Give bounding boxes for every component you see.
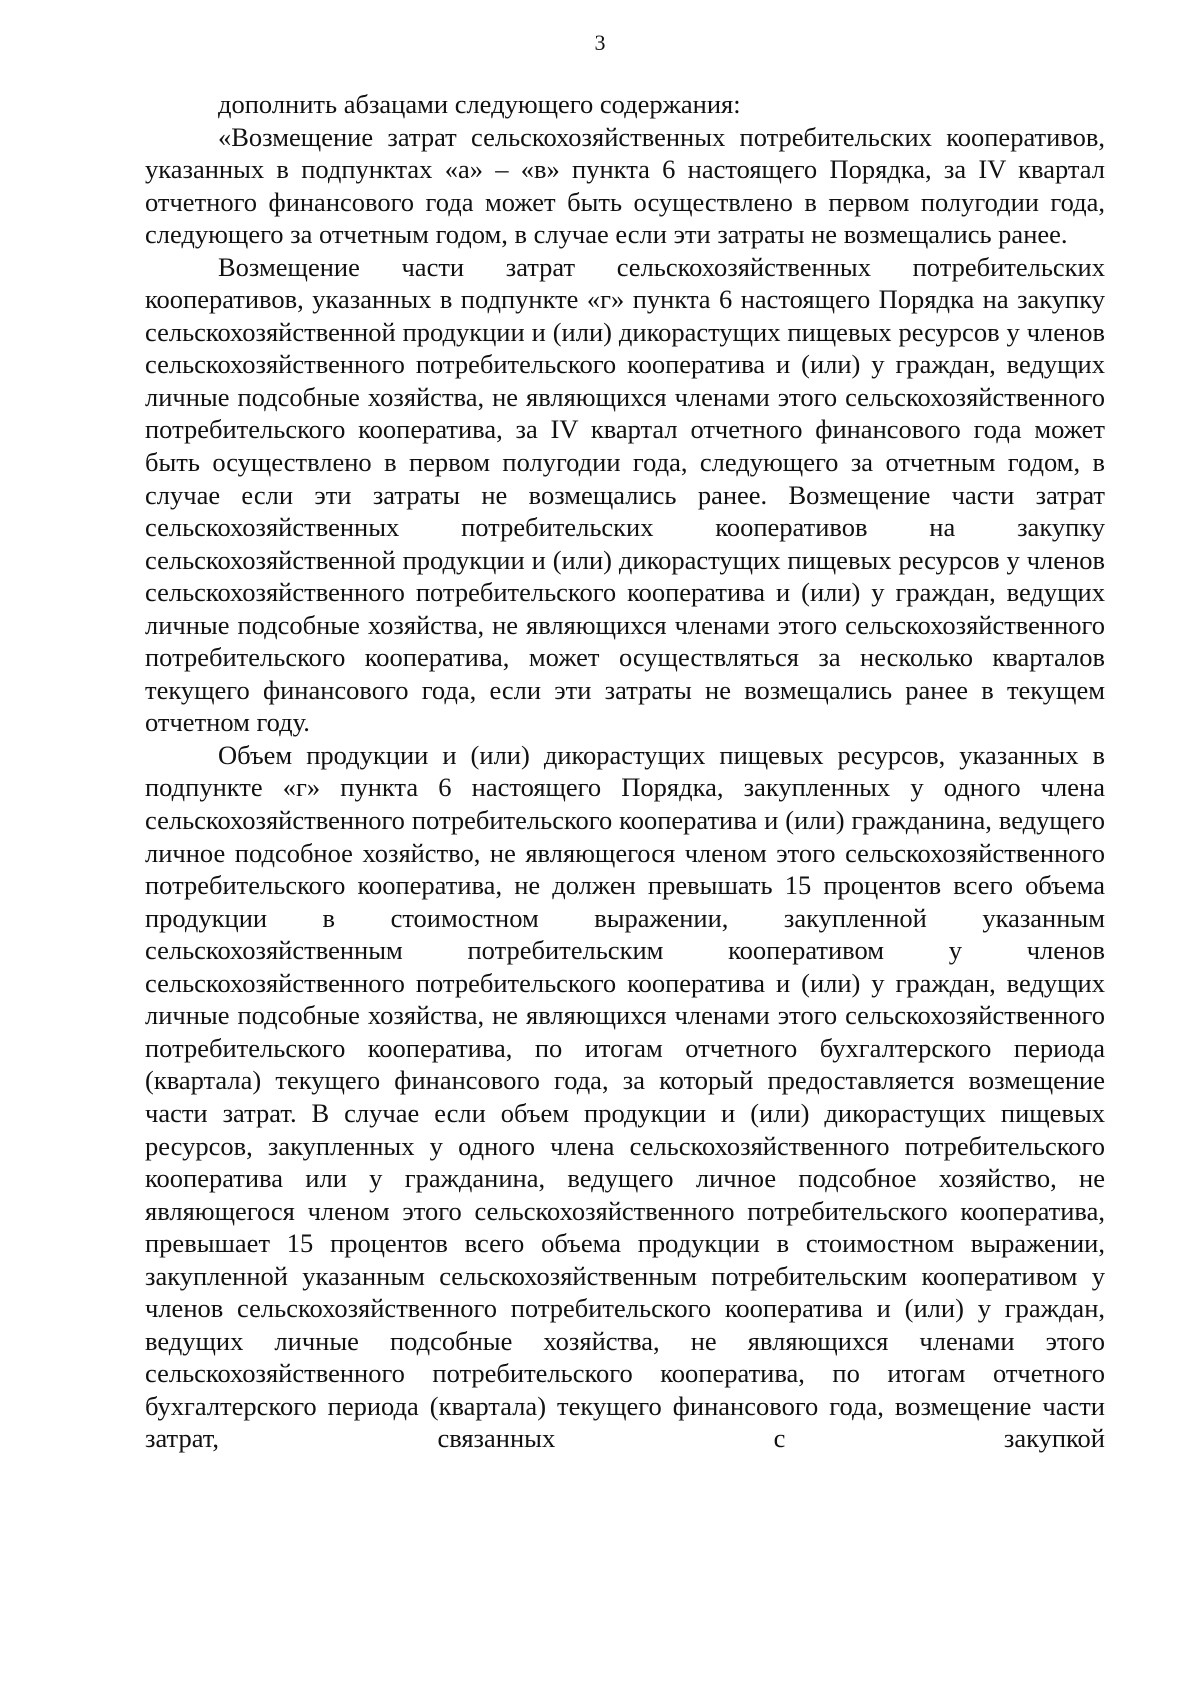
document-body xyxy=(145,88,1105,1455)
paragraph-intro: дополнить абзацами следующего содержания: xyxy=(218,89,741,119)
paragraph-purchase-reimbursement: Возмещение части затрат сельскохозяйственных потребительских кооперативов, указанных в подпункте «г» пункта 6 настоящего Порядка на закупку сельскохозяйственной продукции и (или) дикорастущих пищевых ресурсов у членов сельскохозяйственного потребительского кооператива и (или) у граждан, ведущих личные подсобные хозяйства, не являющихся членами этого сельскохозяйственного потребительского кооператива, за IV квартал отчетного финансового года может быть осуществлено в первом полугодии года, следующего за отчетным годом, в случае если эти затраты не возмещались ранее. Возмещение части затрат сельскохозяйственных потребительских кооперативов на закупку сельскохозяйственной продукции и (или) дикорастущих пищевых ресурсов у членов сельскохозяйственного потребительского кооператива и (или) у граждан, ведущих личные подсобные хозяйства, не являющихся членами этого сельскохозяйственного потребительского кооператива, может осуществляться за несколько кварталов текущего финансового года, если эти затраты не возмещались ранее в текущем отчетном году. xyxy=(145,251,1105,738)
paragraph-volume-limit: Объем продукции и (или) дикорастущих пищевых ресурсов, указанных в подпункте «г» пункта 6 настоящего Порядка, закупленных у одного члена сельскохозяйственного потребительского кооператива и (или) гражданина, ведущего личное подсобное хозяйство, не являющегося членом этого сельскохозяйственного потребительского кооператива, не должен превышать 15 процентов всего объема продукции в стоимостном выражении, закупленной указанным сельскохозяйственным потребительским кооперативом у членов сельскохозяйственного потребительского кооператива и (или) у граждан, ведущих личные подсобные хозяйства, не являющихся членами этого сельскохозяйственного потребительского кооператива, по итогам отчетного бухгалтерского периода (квартала) текущего финансового года, за который предоставляется возмещение части затрат. В случае если объем продукции и (или) дикорастущих пищевых ресурсов, закупленных у одного члена сельскохозяйственного потребительского кооператива или у гражданина, ведущего личное подсобное хозяйство, не являющегося членом этого сельскохозяйственного потребительского кооператива, превышает 15 процентов всего объема продукции в стоимостном выражении, закупленной указанным сельскохозяйственным потребительским кооперативом у членов сельскохозяйственного потребительского кооператива и (или) у граждан, ведущих личные подсобные хозяйства, не являющихся членами этого сельскохозяйственного потребительского кооператива, по итогам отчетного бухгалтерского периода (квартала) текущего финансового года, возмещение части затрат, связанных с закупкой xyxy=(145,739,1105,1454)
paragraph-quarter-iv-reimbursement: «Возмещение затрат сельскохозяйственных потребительских кооперативов, указанных в подпунктах «а» – «в» пункта 6 настоящего Порядка, за IV квартал отчетного финансового года может быть осуществлено в первом полугодии года, следующего за отчетным годом, в случае если эти затраты не возмещались ранее. xyxy=(145,121,1105,250)
page-number: 3 xyxy=(594,30,606,55)
